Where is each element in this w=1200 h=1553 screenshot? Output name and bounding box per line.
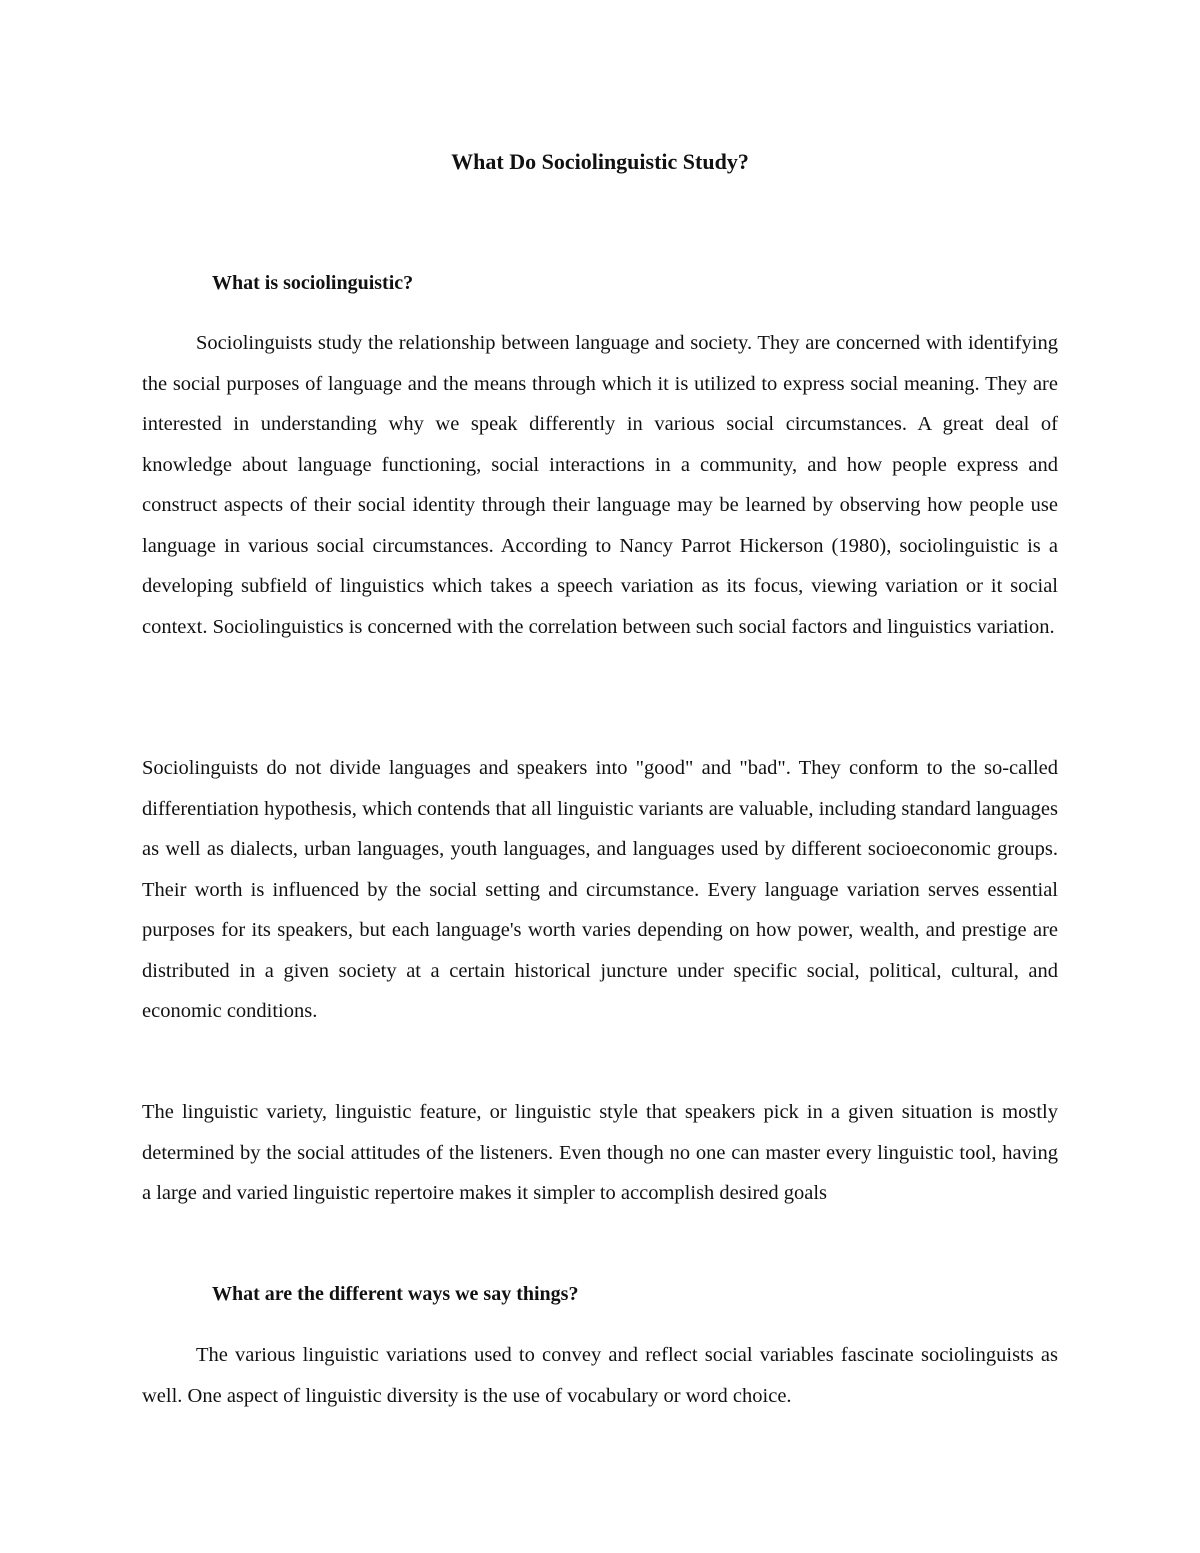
body-paragraph: Sociolinguists study the relationship between language and society. They are concerned with identifying the social purposes of language and the means through which it is utilized to express social meaning. They are interested in understanding why we speak differently in various social circumstances. A great deal of knowledge about language functioning, social interactions in a community, and how people express and construct aspects of their social identity through their language may be learned by observing how people use language in various social circumstances. According to Nancy Parrot Hickerson (1980), sociolinguistic is a developing subfield of linguistics which takes a speech variation as its focus, viewing variation or it social context. Sociolinguistics is concerned with the correlation between such social factors and linguistics variation.	[142, 332, 1058, 638]
body-paragraph: Sociolinguists do not divide languages and speakers into "good" and "bad". They conform to the so-called differentiation hypothesis, which contends that all linguistic variants are valuable, including standard languages as well as dialects, urban languages, youth languages, and languages used by different socioeconomic groups. Their worth is influenced by the social setting and circumstance. Every language variation serves essential purposes for its speakers, but each language's worth varies depending on how power, wealth, and prestige are distributed in a given society at a certain historical juncture under specific social, political, cultural, and economic conditions.	[142, 757, 1058, 1022]
body-paragraph: The linguistic variety, linguistic feature, or linguistic style that speakers pick in a given situation is mostly determined by the social attitudes of the listeners. Even though no one can master every linguistic tool, having a large and varied linguistic repertoire makes it simpler to accomplish desired goals	[142, 1101, 1058, 1204]
body-paragraph: The various linguistic variations used to convey and reflect social variables fascinate sociolinguists as well. One aspect of linguistic diversity is the use of vocabulary or word choice.	[142, 1344, 1058, 1407]
section-heading: What are the different ways we say things?	[212, 1283, 579, 1305]
section-heading: What is sociolinguistic?	[212, 272, 414, 294]
document-title: What Do Sociolinguistic Study?	[451, 149, 749, 174]
